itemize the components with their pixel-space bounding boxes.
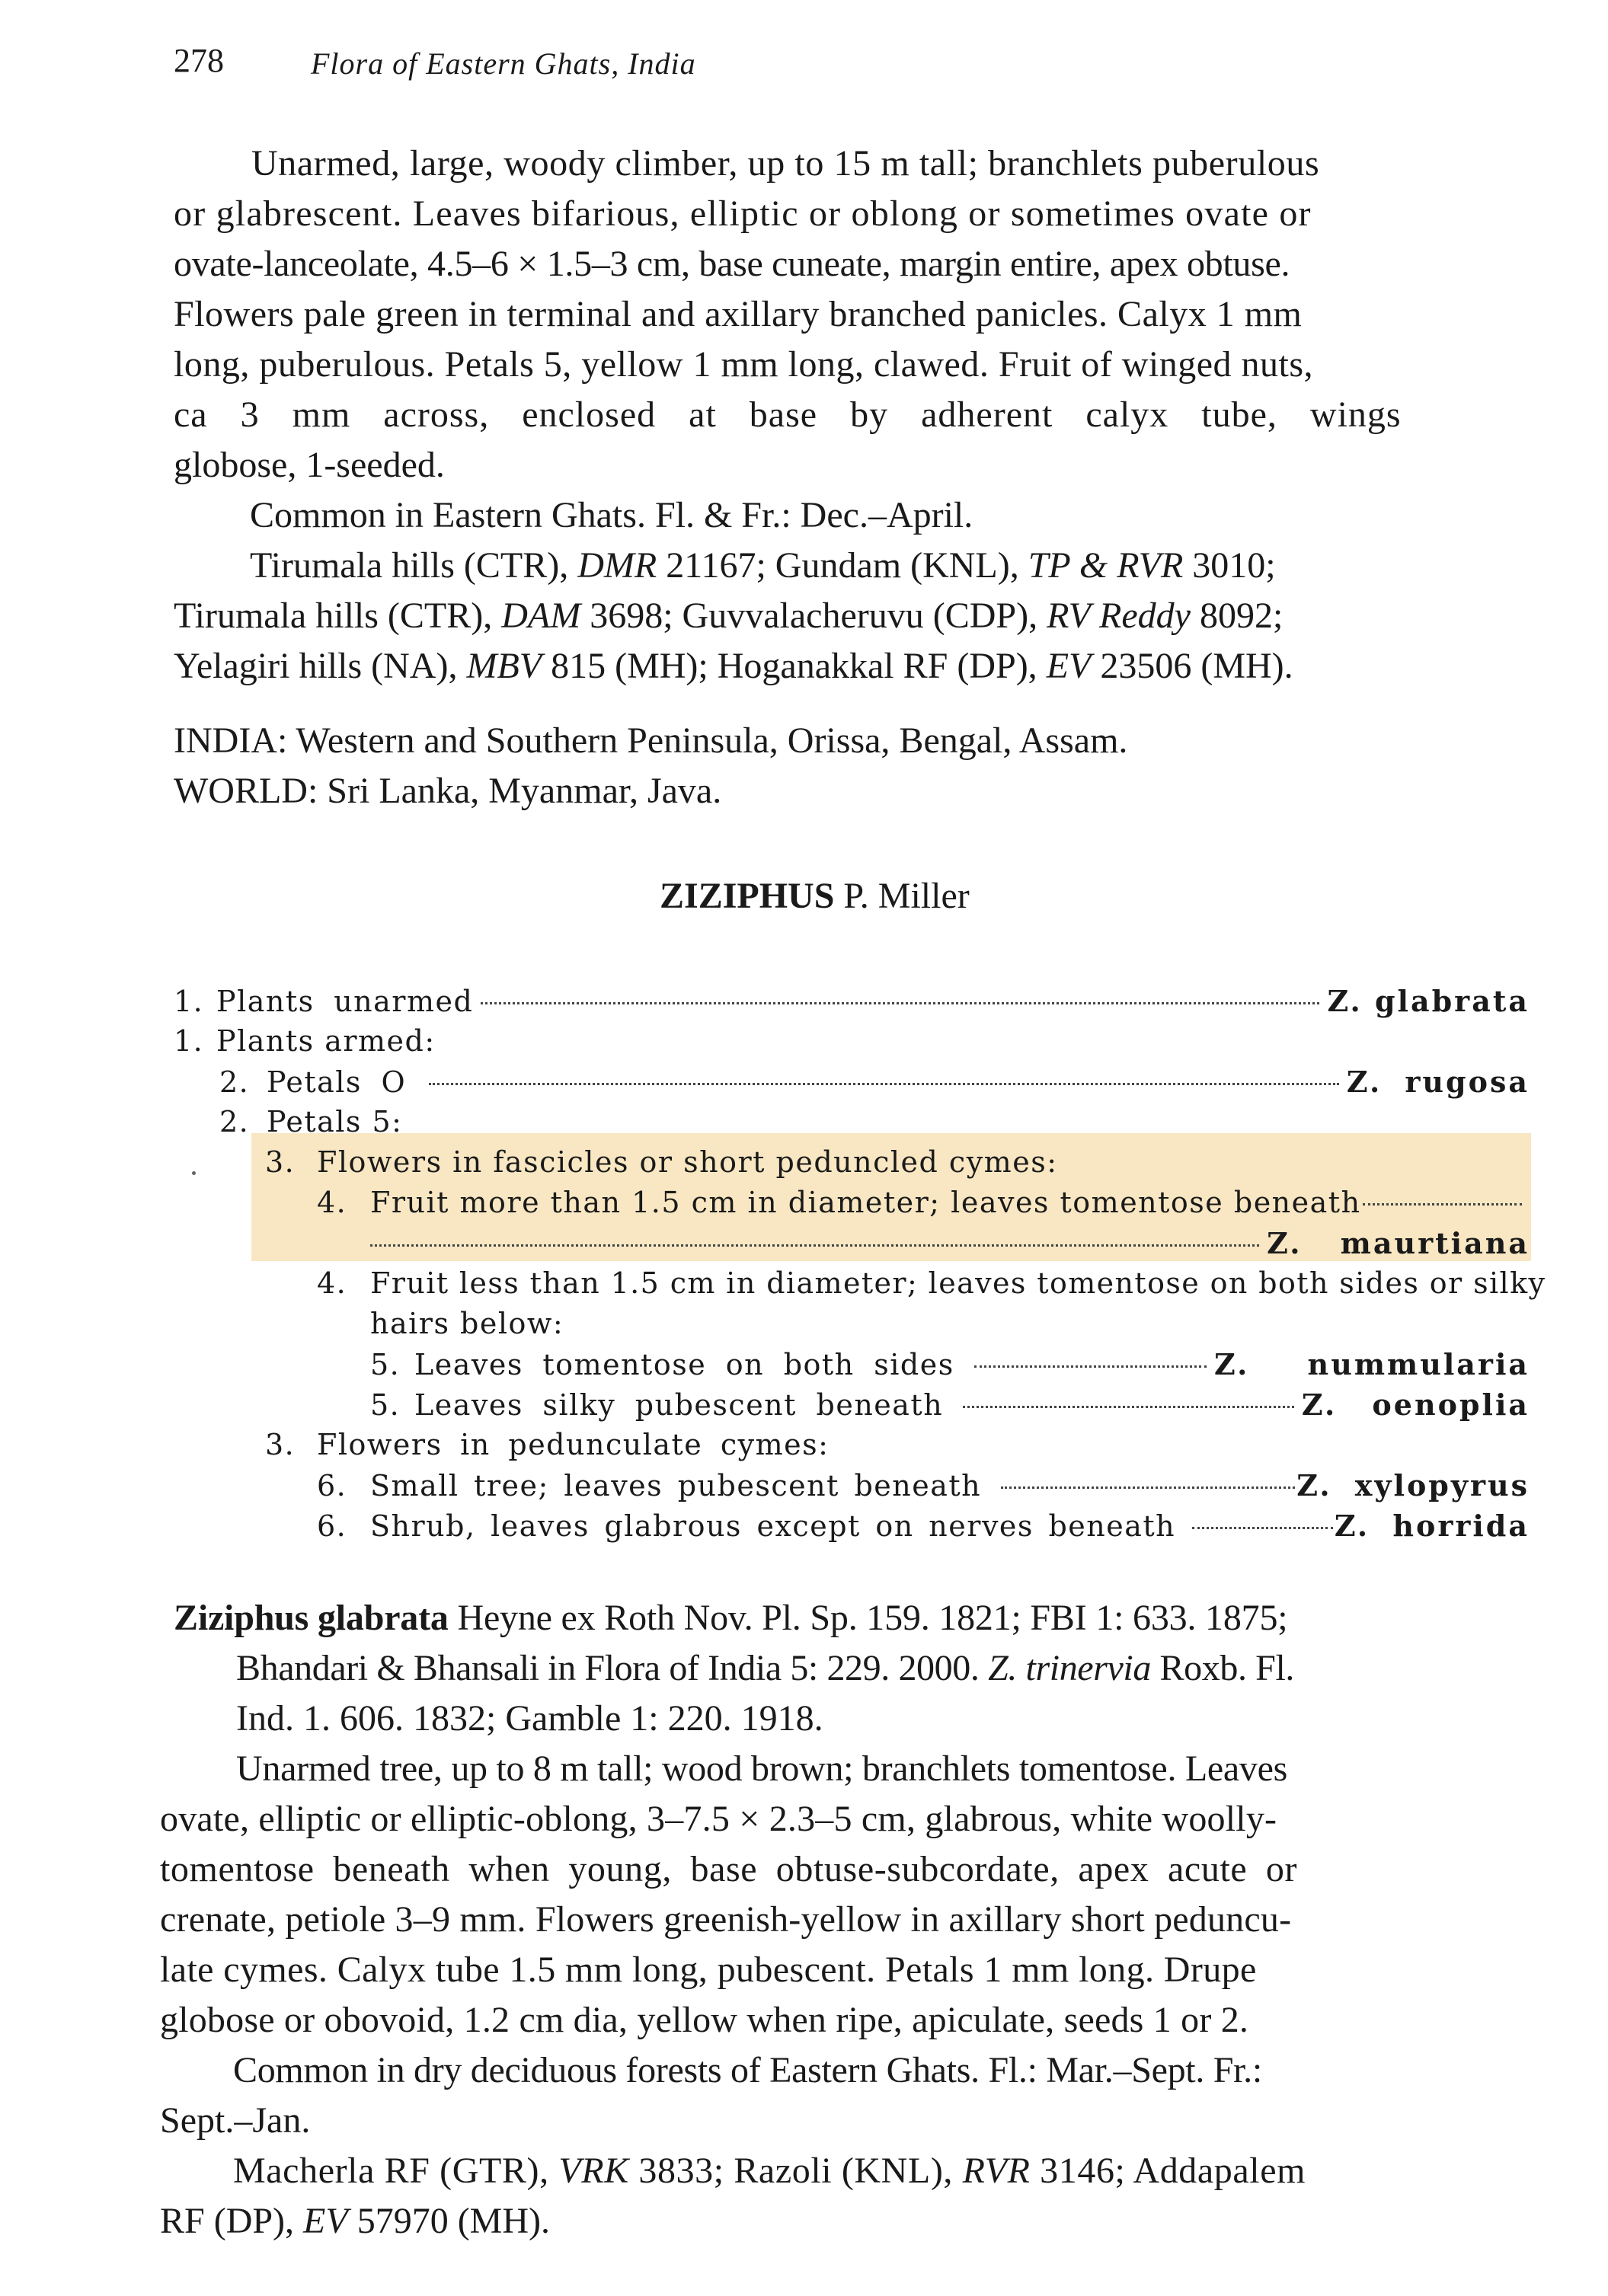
species-occurrence-line-1: Common in dry deciduous forests of Eastern Ghats. Fl.: Mar.–Sept. Fr.: <box>233 2050 1262 2090</box>
species-citation-line-3: Ind. 1. 606. 1832; Gamble 1: 220. 1918. <box>236 1698 823 1739</box>
genus-name: ZIZIPHUS <box>660 876 835 916</box>
key-row-7: Z. maurtiana <box>370 1223 1530 1263</box>
species-occurrence-line-2: Sept.–Jan. <box>160 2100 311 2141</box>
prev-occurrence: Common in Eastern Ghats. Fl. & Fr.: Dec.–April. <box>250 495 973 535</box>
key-row-4: 2. Petals 5: <box>219 1105 403 1138</box>
key-row-2: 1. Plants armed: <box>174 1024 436 1058</box>
prev-desc-line-4: Flowers pale green in terminal and axillary branched panicles. Calyx 1 mm <box>174 294 1303 334</box>
prev-desc-line-3: ovate-lanceolate, 4.5–6 × 1.5–3 cm, base cuneate, margin entire, apex obtuse. <box>174 244 1290 284</box>
prev-desc-line-7: globose, 1-seeded. <box>174 445 445 485</box>
prev-desc-line-6: ca 3 mm across, enclosed at base by adherent calyx tube, wings <box>174 394 1402 435</box>
prev-desc-line-2: or glabrescent. Leaves bifarious, elliptic or oblong or sometimes ovate or <box>174 193 1312 234</box>
species-desc-line-4: crenate, petiole 3–9 mm. Flowers greenish-yellow in axillary short peduncu- <box>160 1899 1292 1940</box>
key-row-5: 3. Flowers in fascicles or short peduncled cymes: <box>265 1145 1058 1179</box>
key-row-13: 6. Small tree; leaves pubescent beneath Z. xylopyrus <box>317 1468 1530 1502</box>
species-desc-line-5: late cymes. Calyx tube 1.5 mm long, pubescent. Petals 1 mm long. Drupe <box>160 1950 1257 1990</box>
key-row-3: 2. Petals O Z. rugosa <box>219 1065 1530 1099</box>
key-row-6: 4. Fruit more than 1.5 cm in diameter; leaves tomentose beneath <box>317 1183 1530 1223</box>
species-specimens-line-1: Macherla RF (GTR), VRK 3833; Razoli (KNL), RVR 3146; Addapalem <box>233 2151 1306 2191</box>
species-desc-line-2: ovate, elliptic or elliptic-oblong, 3–7.5 × 2.3–5 cm, glabrous, white woolly- <box>160 1799 1277 1839</box>
species-desc-line-1: Unarmed tree, up to 8 m tall; wood brown; branchlets tomentose. Leaves <box>236 1748 1287 1789</box>
key-row-9: hairs below: <box>370 1307 564 1340</box>
prev-desc-line-5: long, puberulous. Petals 5, yellow 1 mm long, clawed. Fruit of winged nuts, <box>174 344 1314 385</box>
prev-specimens-line-1: Tirumala hills (CTR), DMR 21167; Gundam (KNL), TP & RVR 3010; <box>250 545 1276 586</box>
prev-specimens-line-2: Tirumala hills (CTR), DAM 3698; Guvvalacheruvu (CDP), RV Reddy 8092; <box>174 596 1284 636</box>
key-row-1: 1. Plants unarmed Z. glabrata <box>174 984 1530 1018</box>
prev-specimens-line-3: Yelagiri hills (NA), MBV 815 (MH); Hoganakkal RF (DP), EV 23506 (MH). <box>174 646 1293 686</box>
key-row-14: 6. Shrub, leaves glabrous except on nerves beneath Z. horrida <box>317 1509 1530 1543</box>
key-row-11: 5. Leaves silky pubescent beneath Z. oenoplia <box>370 1387 1530 1422</box>
running-title: Flora of Eastern Ghats, India <box>311 46 696 81</box>
genus-author: P. Miller <box>843 876 970 916</box>
prev-desc-line-1: Unarmed, large, woody climber, up to 15 m tall; branchlets puberulous <box>251 143 1320 184</box>
species-desc-line-6: globose or obovoid, 1.2 cm dia, yellow when ripe, apiculate, seeds 1 or 2. <box>160 2000 1249 2040</box>
prev-distribution-india: INDIA: Western and Southern Peninsula, Orissa, Bengal, Assam. <box>174 720 1128 761</box>
page-number: 278 <box>174 42 224 79</box>
species-citation-line-1: Ziziphus glabrata Heyne ex Roth Nov. Pl. Sp. 159. 1821; FBI 1: 633. 1875; <box>174 1598 1288 1638</box>
species-specimens-line-2: RF (DP), EV 57970 (MH). <box>160 2201 550 2241</box>
genus-heading <box>660 871 970 921</box>
key-row-8: 4. Fruit less than 1.5 cm in diameter; leaves tomentose on both sides or silky <box>317 1266 1546 1300</box>
key-row-10: 5. Leaves tomentose on both sides Z. nummularia <box>370 1347 1530 1381</box>
scan-speck <box>192 1171 196 1175</box>
prev-distribution-world: WORLD: Sri Lanka, Myanmar, Java. <box>174 771 722 811</box>
species-name: Ziziphus glabrata <box>174 1598 449 1638</box>
key-row-12: 3. Flowers in pedunculate cymes: <box>265 1428 830 1461</box>
species-citation-line-2: Bhandari & Bhansali in Flora of India 5: 229. 2000. Z. trinervia Roxb. Fl. <box>236 1648 1294 1688</box>
species-desc-line-3: tomentose beneath when young, base obtuse-subcordate, apex acute or <box>160 1849 1298 1889</box>
